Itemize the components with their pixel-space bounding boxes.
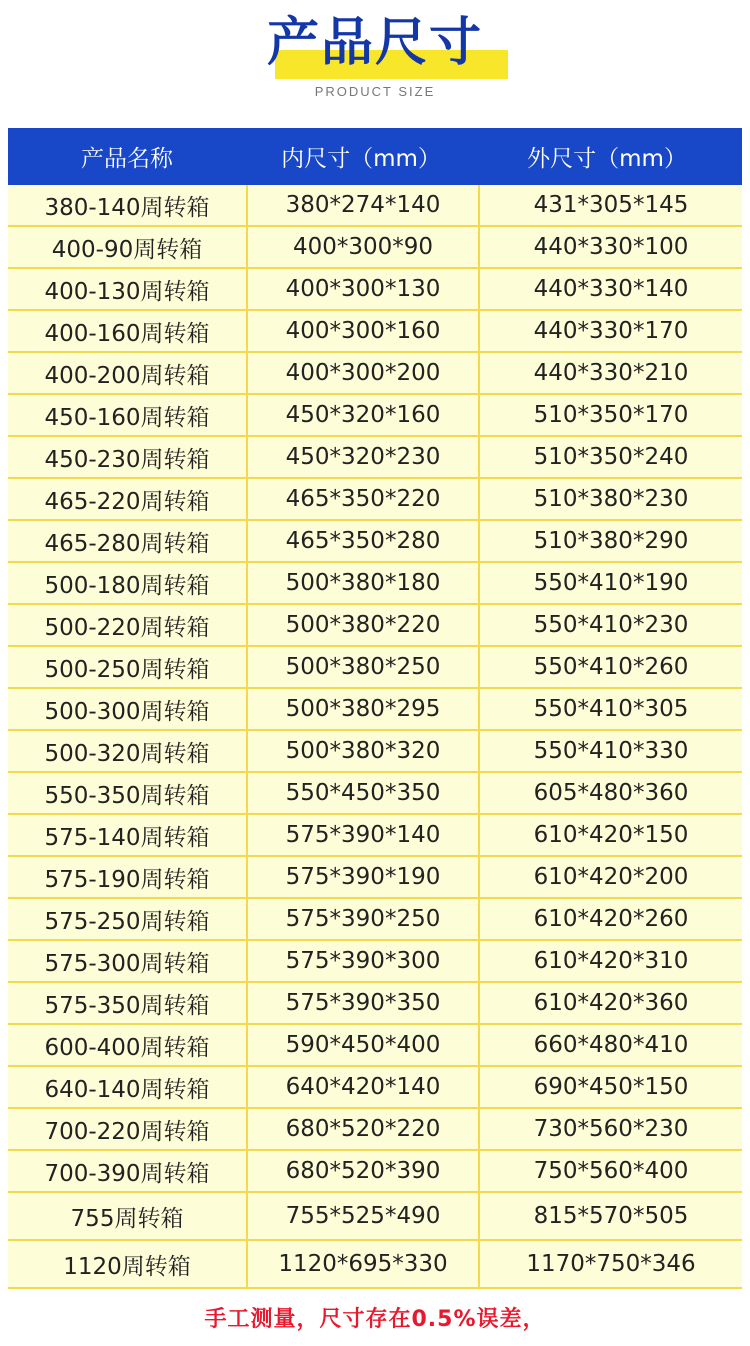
- cell-inner-size: 400*300*200: [246, 353, 480, 393]
- cell-product-name: 500-220周转箱: [44, 614, 210, 641]
- table-row: [8, 857, 742, 899]
- cell-product-name: 380-140周转箱: [44, 194, 210, 221]
- cell-product-name: 600-400周转箱: [44, 1034, 210, 1061]
- cell-outer-size: 440*330*170: [533, 318, 689, 344]
- measurement-note: 手工测量，尺寸存在0.5%误差，: [204, 1307, 546, 1332]
- cell-product-name: 500-180周转箱: [44, 572, 210, 599]
- cell-outer-size: 440*330*100: [533, 234, 689, 260]
- cell-outer-size: 610*420*360: [533, 990, 689, 1016]
- table-row: [8, 1067, 742, 1109]
- cell-inner-size: 575*390*140: [246, 815, 480, 855]
- cell-outer-size: 510*380*230: [533, 486, 689, 512]
- table-row: [8, 983, 742, 1025]
- cell-inner-size: 575*390*190: [246, 857, 480, 897]
- cell-inner-size: 680*520*390: [246, 1151, 480, 1191]
- cell-product-name: 450-160周转箱: [44, 404, 210, 431]
- cell-product-name: 465-280周转箱: [44, 530, 210, 557]
- cell-inner-size: 500*380*320: [246, 731, 480, 771]
- cell-inner-size: 400*300*160: [246, 311, 480, 351]
- cell-inner-size: 450*320*230: [246, 437, 480, 477]
- header-inner-size: 内尺寸（mm）: [281, 146, 441, 172]
- table-row: [8, 815, 742, 857]
- table-row: [8, 185, 742, 227]
- header-product-name: 产品名称: [81, 146, 173, 172]
- header-outer-size: 外尺寸（mm）: [527, 146, 687, 172]
- cell-inner-size: 450*320*160: [246, 395, 480, 435]
- cell-product-name: 500-320周转箱: [44, 740, 210, 767]
- cell-outer-size: 610*420*200: [533, 864, 689, 890]
- cell-inner-size: 590*450*400: [246, 1025, 480, 1065]
- cell-outer-size: 510*380*290: [533, 528, 689, 554]
- cell-outer-size: 730*560*230: [533, 1116, 689, 1142]
- table-body: [8, 185, 742, 1289]
- table-row: [8, 353, 742, 395]
- cell-inner-size: 465*350*280: [246, 521, 480, 561]
- table-row: [8, 1109, 742, 1151]
- cell-inner-size: 550*450*350: [246, 773, 480, 813]
- table-row: [8, 521, 742, 563]
- table-row: [8, 479, 742, 521]
- table-row: [8, 269, 742, 311]
- cell-inner-size: 465*350*220: [246, 479, 480, 519]
- cell-outer-size: 510*350*240: [533, 444, 689, 470]
- table-row: [8, 227, 742, 269]
- cell-product-name: 400-160周转箱: [44, 320, 210, 347]
- table-row: [8, 689, 742, 731]
- cell-product-name: 700-390周转箱: [44, 1160, 210, 1187]
- table-row: [8, 311, 742, 353]
- table-row: [8, 899, 742, 941]
- cell-product-name: 575-300周转箱: [44, 950, 210, 977]
- cell-product-name: 575-250周转箱: [44, 908, 210, 935]
- table-row: [8, 1025, 742, 1067]
- table-row: [8, 647, 742, 689]
- table-row: [8, 437, 742, 479]
- cell-product-name: 500-250周转箱: [44, 656, 210, 683]
- cell-product-name: 465-220周转箱: [44, 488, 210, 515]
- cell-outer-size: 610*420*310: [533, 948, 689, 974]
- cell-inner-size: 380*274*140: [246, 185, 480, 225]
- cell-outer-size: 815*570*505: [533, 1203, 689, 1229]
- cell-inner-size: 640*420*140: [246, 1067, 480, 1107]
- cell-product-name: 575-350周转箱: [44, 992, 210, 1019]
- cell-product-name: 450-230周转箱: [44, 446, 210, 473]
- cell-inner-size: 575*390*250: [246, 899, 480, 939]
- cell-outer-size: 550*410*190: [533, 570, 689, 596]
- cell-product-name: 755周转箱: [70, 1205, 184, 1232]
- page-title: 产品尺寸: [266, 13, 483, 73]
- cell-outer-size: 610*420*260: [533, 906, 689, 932]
- table-row: [8, 941, 742, 983]
- cell-product-name: 400-90周转箱: [51, 236, 203, 263]
- cell-outer-size: 610*420*150: [533, 822, 689, 848]
- table-header: [8, 128, 742, 185]
- page-header: [0, 8, 750, 78]
- cell-outer-size: 431*305*145: [533, 192, 689, 218]
- cell-inner-size: 755*525*490: [246, 1193, 480, 1239]
- table-row: [8, 563, 742, 605]
- cell-inner-size: 400*300*130: [246, 269, 480, 309]
- cell-inner-size: 400*300*90: [246, 227, 480, 267]
- cell-product-name: 400-200周转箱: [44, 362, 210, 389]
- cell-inner-size: 500*380*250: [246, 647, 480, 687]
- table-row: [8, 395, 742, 437]
- cell-product-name: 640-140周转箱: [44, 1076, 210, 1103]
- table-row: [8, 1151, 742, 1193]
- cell-product-name: 400-130周转箱: [44, 278, 210, 305]
- table-row: [8, 1193, 742, 1241]
- cell-inner-size: 575*390*350: [246, 983, 480, 1023]
- cell-inner-size: 575*390*300: [246, 941, 480, 981]
- cell-outer-size: 750*560*400: [533, 1158, 689, 1184]
- cell-outer-size: 550*410*230: [533, 612, 689, 638]
- cell-outer-size: 440*330*210: [533, 360, 689, 386]
- cell-inner-size: 500*380*180: [246, 563, 480, 603]
- table-row: [8, 731, 742, 773]
- cell-outer-size: 690*450*150: [533, 1074, 689, 1100]
- table-row: [8, 605, 742, 647]
- cell-outer-size: 605*480*360: [533, 780, 689, 806]
- cell-outer-size: 510*350*170: [533, 402, 689, 428]
- cell-outer-size: 550*410*260: [533, 654, 689, 680]
- table-row: [8, 1241, 742, 1289]
- cell-outer-size: 660*480*410: [533, 1032, 689, 1058]
- cell-product-name: 550-350周转箱: [44, 782, 210, 809]
- cell-outer-size: 550*410*330: [533, 738, 689, 764]
- cell-inner-size: 680*520*220: [246, 1109, 480, 1149]
- cell-product-name: 1120周转箱: [63, 1253, 191, 1280]
- cell-inner-size: 500*380*295: [246, 689, 480, 729]
- page-subtitle: PRODUCT SIZE: [314, 84, 436, 99]
- cell-inner-size: 500*380*220: [246, 605, 480, 645]
- cell-product-name: 700-220周转箱: [44, 1118, 210, 1145]
- cell-outer-size: 440*330*140: [533, 276, 689, 302]
- table-row: [8, 773, 742, 815]
- cell-inner-size: 1120*695*330: [246, 1241, 480, 1287]
- cell-product-name: 500-300周转箱: [44, 698, 210, 725]
- cell-outer-size: 550*410*305: [533, 696, 689, 722]
- cell-product-name: 575-190周转箱: [44, 866, 210, 893]
- size-table: [8, 128, 742, 1289]
- cell-product-name: 575-140周转箱: [44, 824, 210, 851]
- cell-outer-size: 1170*750*346: [526, 1251, 696, 1277]
